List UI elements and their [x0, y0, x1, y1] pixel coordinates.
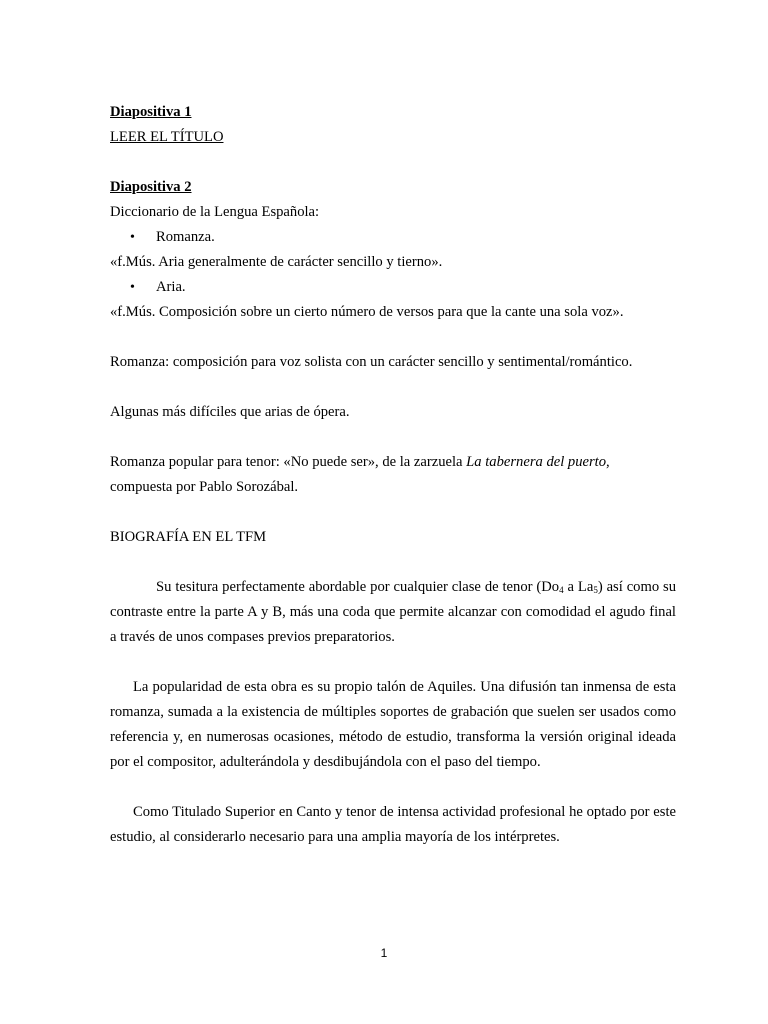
bullet-item-romanza: [110, 225, 676, 250]
popularity-paragraph: La popularidad de esta obra es su propio talón de Aquiles. Una difusión tan inmensa de esta romanza, sumada a la existencia de múltiples soportes de grabación que suelen ser usados como referencia y, en numerosas ocasiones, método de estudio, transforma la versión original ideada por el compositor, adulterándola y desdibujándola con el paso del tiempo.: [110, 679, 676, 770]
spacer: [110, 550, 676, 575]
tessitura-paragraph: [110, 575, 676, 650]
romanza-summary: Romanza: composición para voz solista con un carácter sencillo y sentimental/romántico.: [110, 354, 633, 370]
biography-heading: BIOGRAFÍA EN EL TFM: [110, 529, 267, 545]
octave-subscript: 4: [559, 585, 564, 595]
bullet-icon: •: [130, 230, 135, 245]
slide1-line: LEER EL TÍTULO: [110, 129, 224, 145]
spacer: [110, 425, 676, 450]
popular-text-after: ,: [606, 454, 610, 470]
difficulty-note: Algunas más difíciles que arias de ópera.: [110, 404, 350, 420]
spacer: [110, 650, 676, 675]
bullet-item-aria: [110, 275, 676, 300]
spacer: [110, 375, 676, 400]
popular-romanza-paragraph: [110, 450, 676, 475]
spacer: [110, 775, 676, 800]
composer-line: compuesta por Pablo Sorozábal.: [110, 479, 299, 495]
tessitura-text: ) así como su contraste entre la parte A y B, más una coda que permite alcanzar con comodidad el agudo final a través de unos compases previos preparatorios.: [110, 579, 677, 645]
octave-subscript: 5: [593, 585, 598, 595]
bullet-icon: •: [130, 280, 135, 295]
page-number: 1: [380, 946, 388, 960]
document-page: [110, 100, 676, 850]
definition-aria: «f.Mús. Composición sobre un cierto número de versos para que la cante una sola voz».: [110, 304, 624, 320]
spacer: [110, 150, 676, 175]
definition-romanza: «f.Mús. Aria generalmente de carácter sencillo y tierno».: [110, 254, 443, 270]
tessitura-text: a La: [563, 579, 594, 595]
slide1-heading: Diapositiva 1: [110, 104, 192, 120]
motivation-paragraph: Como Titulado Superior en Canto y tenor de intensa actividad profesional he optado por este estudio, al considerarlo necesario para una amplia mayoría de los intérpretes.: [110, 804, 676, 845]
bullet-label: Aria.: [156, 279, 186, 295]
spacer: [110, 500, 676, 525]
dictionary-intro: Diccionario de la Lengua Española:: [110, 204, 320, 220]
spacer: [110, 325, 676, 350]
tessitura-text: Su tesitura perfectamente abordable por cualquier clase de tenor (Do: [156, 579, 560, 595]
popular-text: Romanza popular para tenor: «No puede ser», de la zarzuela: [110, 454, 467, 470]
bullet-label: Romanza.: [156, 229, 215, 245]
slide2-heading: Diapositiva 2: [110, 179, 192, 195]
zarzuela-title: La tabernera del puerto: [466, 454, 607, 470]
